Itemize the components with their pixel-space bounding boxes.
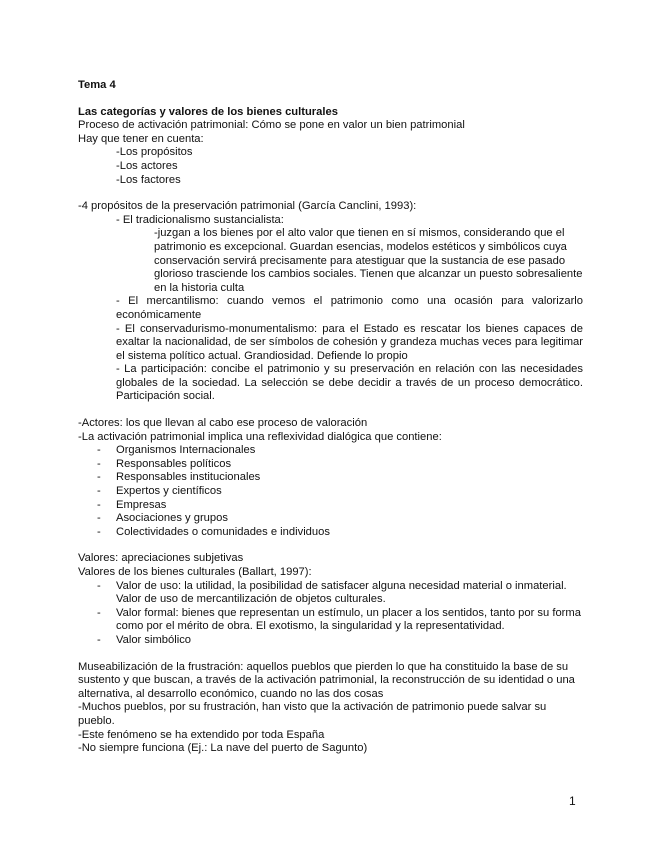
list-item: - Valor simbólico xyxy=(78,634,583,648)
actores-list xyxy=(78,444,583,539)
proposito-tradicionalismo-desc: -juzgan a los bienes por el alto valor que tienen en sí mismos, considerando que el patrimonio es excepcional. Guardan esencias, modelos estéticos y simbólicos cuya conservación servirá precisamente para atestiguar que la sustancia de ese pasado glorioso trasciende los cambios sociales. Tienen que alcanzar un puesto sobresaliente en la historia culta xyxy=(154,227,583,294)
proposito-mercantilismo: - El mercantilismo: cuando vemos el patrimonio como una ocasión para valorizarlo económicamente xyxy=(116,295,583,321)
list-item: - Valor de uso: la utilidad, la posibilidad de satisfacer alguna necesidad material o inmaterial. Valor de uso de mercantilización de objetos culturales. xyxy=(78,580,583,607)
museabilizacion-line-3: -Este fenómeno se ha extendido por toda España xyxy=(78,728,325,741)
actores-line-2: -La activación patrimonial implica una reflexividad dialógica que contiene: xyxy=(78,430,442,443)
list-item: - Valor formal: bienes que representan un estímulo, un placer a los sentidos, tanto por su forma como por el mérito de obra. El exotismo, la singularidad y la representatividad. xyxy=(78,607,583,634)
page-number: 1 xyxy=(569,794,576,808)
propositos-heading: -4 propósitos de la preservación patrimonial (García Canclini, 1993): xyxy=(78,200,417,213)
intro-item-factores: -Los factores xyxy=(116,173,181,186)
valores-list xyxy=(78,580,583,648)
proposito-participacion: - La participación: concibe el patrimonio y su preservación en relación con las necesidades globales de la sociedad. La selección se debe decidir a través de un proceso democrático. Participación social. xyxy=(116,363,583,403)
list-item: - Responsables políticos xyxy=(78,458,583,472)
list-item: - Expertos y científicos xyxy=(78,485,583,499)
document-page xyxy=(78,79,583,756)
intro-item-propositos: -Los propósitos xyxy=(116,146,193,159)
museabilizacion-line-4: -No siempre funciona (Ej.: La nave del puerto de Sagunto) xyxy=(78,742,368,755)
list-item: - Empresas xyxy=(78,499,583,513)
list-item: - Colectividades o comunidades e individuos xyxy=(78,526,583,540)
intro-item-actores: -Los actores xyxy=(116,159,178,172)
section-subtitle: Las categorías y valores de los bienes culturales xyxy=(78,105,338,118)
valores-line-2: Valores de los bienes culturales (Ballart, 1997): xyxy=(78,566,312,578)
actores-line-1: -Actores: los que llevan al cabo ese proceso de valoración xyxy=(78,417,368,430)
intro-line-2: Hay que tener en cuenta: xyxy=(78,132,204,145)
valores-line-1: Valores: apreciaciones subjetivas xyxy=(78,552,244,565)
intro-line-1: Proceso de activación patrimonial: Cómo se pone en valor un bien patrimonial xyxy=(78,119,465,132)
museabilizacion-line-2: -Muchos pueblos, por su frustración, han visto que la activación de patrimonio puede salvar su pueblo. xyxy=(78,701,547,727)
museabilizacion-paragraph: Museabilización de la frustración: aquellos pueblos que pierden lo que ha constituido la base de su sustento y que buscan, a través de la activación patrimonial, la reconstrucción de su identidad o una alternativa, al desarrollo económico, cuando no las dos cosas xyxy=(78,660,575,700)
proposito-conservadurismo: - El conservadurismo-monumentalismo: para el Estado es rescatar los bienes capaces de exaltar la nacionalidad, de ser símbolos de cohesión y grandeza muchas veces para legitimar el sistema político actual. Grandiosidad. Defiende lo propio xyxy=(116,322,583,362)
list-item: - Organismos Internacionales xyxy=(78,444,583,458)
list-item: - Responsables institucionales xyxy=(78,471,583,485)
proposito-tradicionalismo: - El tradicionalismo sustancialista: xyxy=(116,213,284,226)
list-item: - Asociaciones y grupos xyxy=(78,512,583,526)
document-title: Tema 4 xyxy=(78,79,116,91)
